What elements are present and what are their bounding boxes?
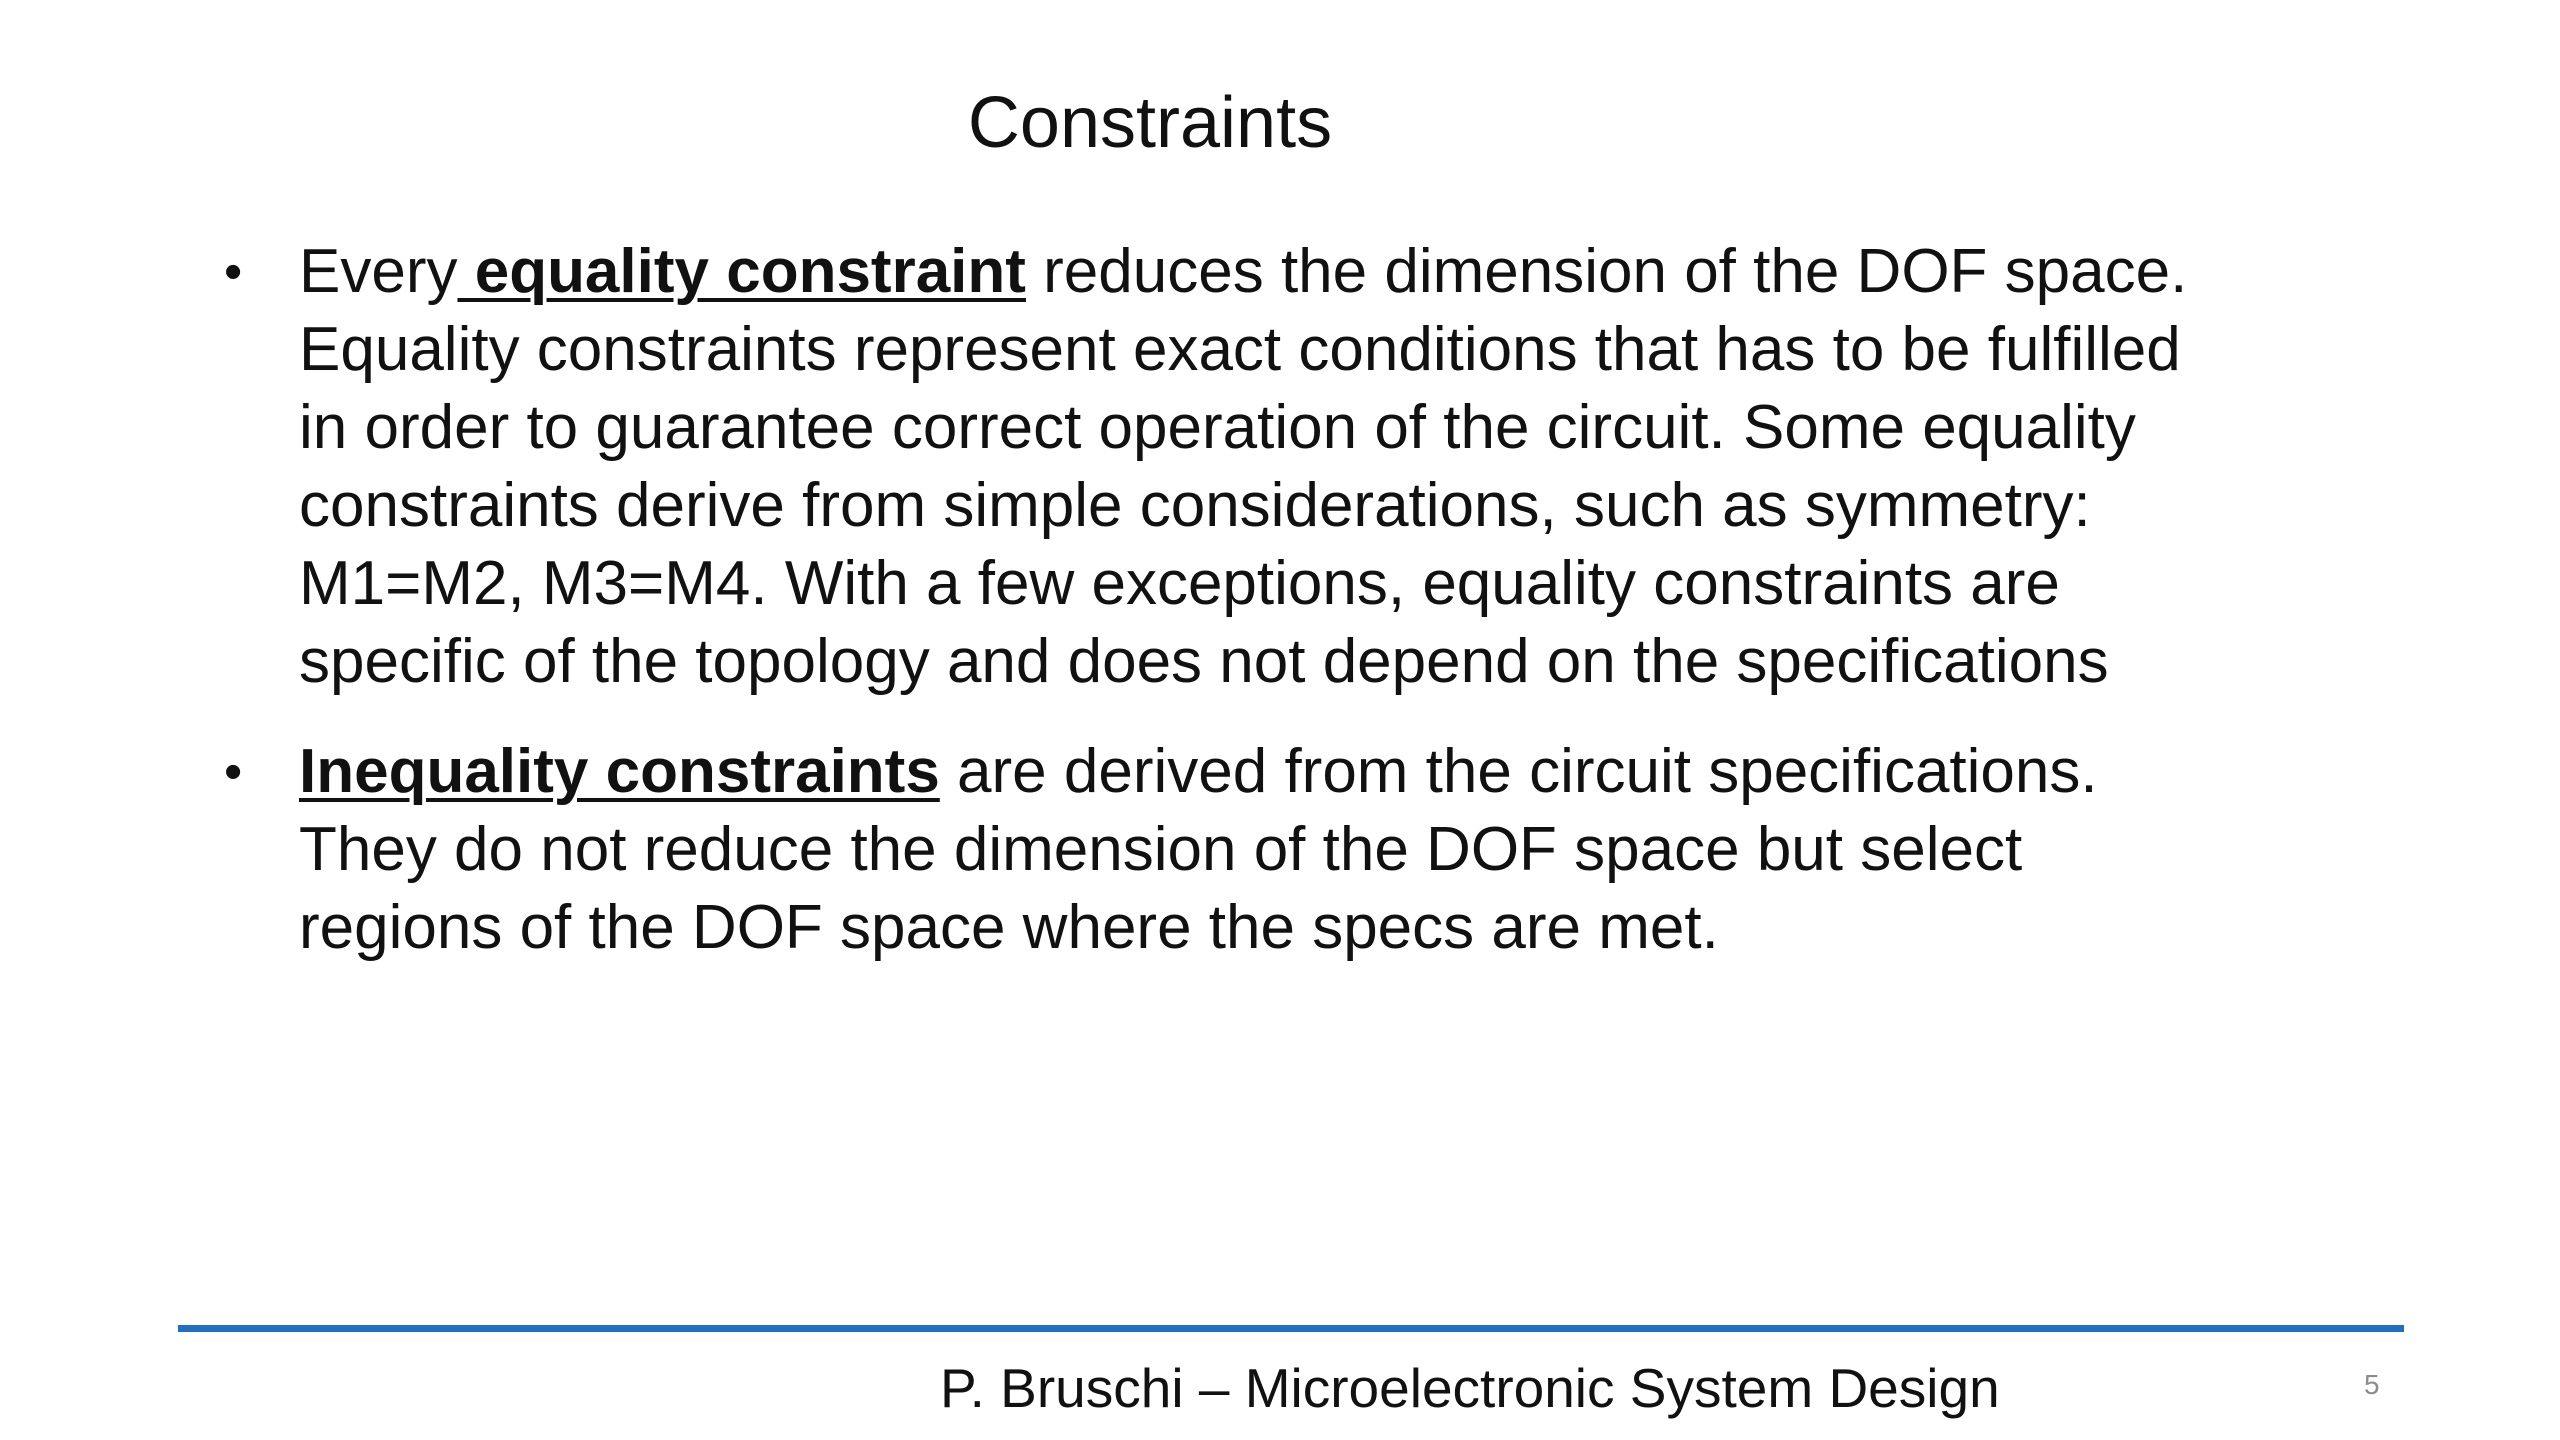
bullet-text: reduces the dimension of the DOF space. Equality constraints represent exact conditions that has to be fulfilled in order to guarantee correct operation of the circuit. Some equality constraints derive from simple considerations, such as symmetry: M1=M2, M3=M4. With a few exceptions, equality constraints are specific of the topology and does not depend on the specifications (299, 237, 2188, 696)
slide-title: Constraints (967, 83, 1333, 163)
bullet-list (215, 233, 2235, 967)
bullet-term-inequality: Inequality constraints (299, 737, 940, 806)
footer-text: P. Bruschi – Microelectronic System Design (940, 1357, 2000, 1419)
bullet-item-equality (215, 233, 2235, 701)
bullet-prefix: Every (299, 237, 458, 306)
bullet-term-equality: equality constraint (457, 237, 1026, 306)
bullet-dot-icon: • (224, 743, 243, 801)
footer-divider (178, 1325, 2404, 1332)
bullet-text: are derived from the circuit specifications. They do not reduce the dimension of the DOF space but select regions of the DOF space where the specs are met. (299, 737, 2098, 962)
bullet-dot-icon: • (224, 243, 243, 301)
bullet-item-inequality (215, 733, 2235, 967)
page-number: 5 (2364, 1369, 2380, 1400)
